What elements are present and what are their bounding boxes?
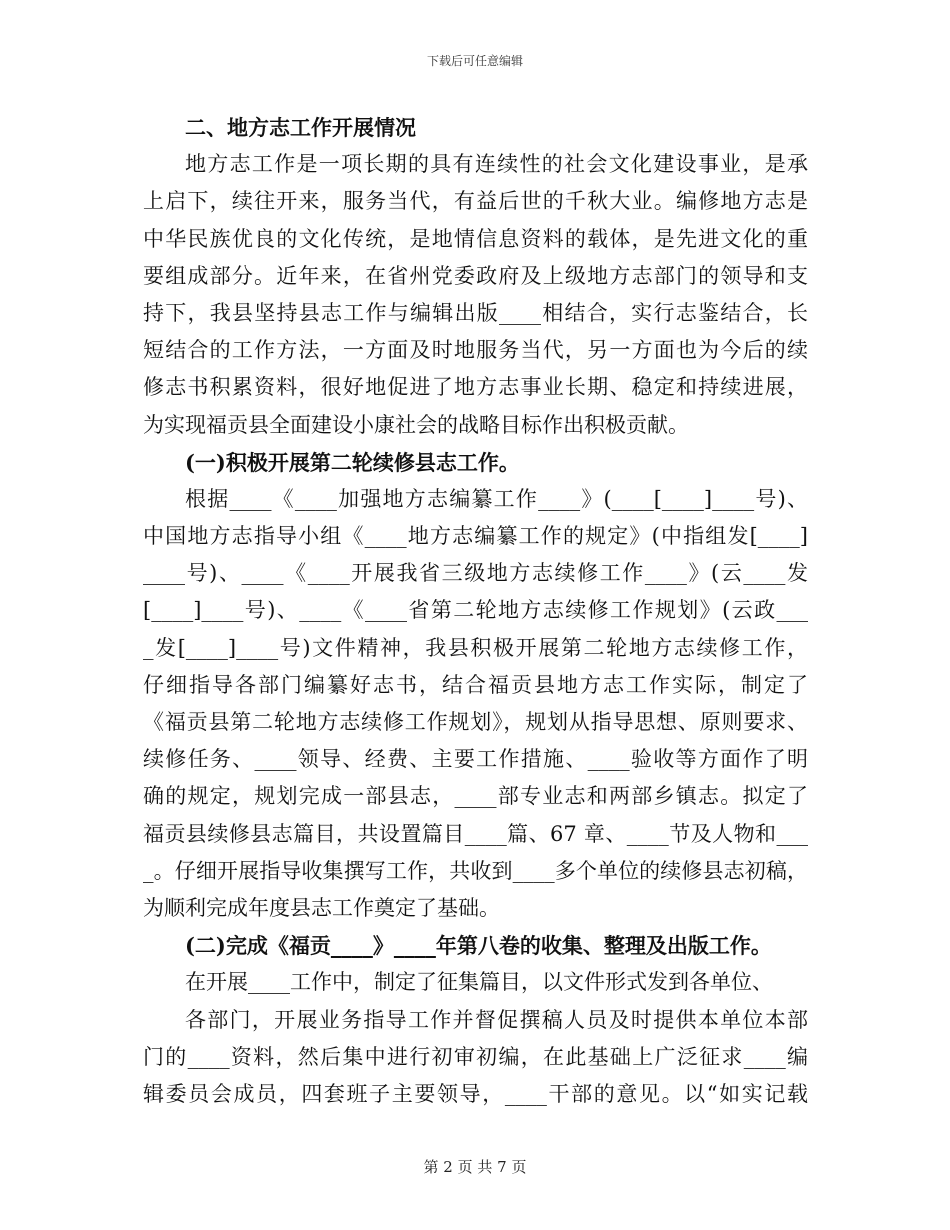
- paragraph-line: 中华民族优良的文化传统，是地情信息资料的载体，是先进文化的重: [143, 226, 808, 251]
- section-heading: (一)积极开展第二轮续修县志工作。: [185, 449, 520, 475]
- paragraph-line: 在开展____工作中，制定了征集篇目，以文件形式发到各单位、: [185, 970, 773, 995]
- paragraph-line: 《福贡县第二轮地方志续修工作规划》，规划从指导思想、原则要求、: [143, 710, 808, 734]
- paragraph-line: 各部门，开展业务指导工作并督促撰稿人员及时提供本单位本部: [185, 1007, 808, 1032]
- paragraph-line: _发[____]____号)文件精神，我县积极开展第二轮地方志续修工作，: [143, 635, 808, 660]
- paragraph-line: 地方志工作是一项长期的具有连续性的社会文化建设事业，是承: [185, 152, 808, 177]
- paragraph-line: ____号)、____《____开展我省三级地方志续修工作____》(云____发: [143, 561, 808, 586]
- paragraph-line: 中国地方志指导小组《____地方志编纂工作的规定》(中指组发[____]: [143, 524, 808, 549]
- paragraph-line: 确的规定，规划完成一部县志，____部专业志和两部乡镇志。拟定了: [143, 784, 808, 809]
- paragraph-line: 修志书积累资料，很好地促进了地方志事业长期、稳定和持续进展，: [143, 375, 808, 400]
- paragraph-line: 为顺利完成年度县志工作奠定了基础。: [143, 895, 500, 920]
- paragraph-line: 辑委员会成员，四套班子主要领导，____干部的意见。以“如实记载: [143, 1081, 808, 1106]
- section-heading: 二、地方志工作开展情况: [185, 115, 416, 140]
- paragraph-line: 根据____《____加强地方志编纂工作____》(____[____]____号)、: [185, 486, 808, 511]
- paragraph-line: 要组成部分。近年来，在省州党委政府及上级地方志部门的领导和支: [143, 263, 808, 288]
- section-heading: (二)完成《福贡____》____年第八卷的收集、整理及出版工作。: [185, 933, 772, 959]
- page-footer-number: 第 2 页 共 7 页: [423, 1158, 527, 1176]
- paragraph-line: [____]____号)、____《____省第二轮地方志续修工作规划》(云政___: [143, 598, 808, 623]
- document-body: [143, 109, 808, 1113]
- paragraph-line: 上启下，续往开来，服务当代，有益后世的千秋大业。编修地方志是: [143, 189, 808, 214]
- paragraph-line: 持下，我县坚持县志工作与编辑出版____相结合，实行志鉴结合，长: [143, 300, 808, 325]
- paragraph-line: 福贡县续修县志篇目，共设置篇目____篇、67 章、____节及人物和___: [143, 821, 808, 846]
- page-header-note: 下载后可任意编辑: [426, 54, 523, 68]
- paragraph-line: _。仔细开展指导收集撰写工作，共收到____多个单位的续修县志初稿，: [143, 858, 808, 883]
- paragraph-line: 续修任务、____领导、经费、主要工作措施、____验收等方面作了明: [143, 747, 808, 772]
- paragraph-line: 短结合的工作方法，一方面及时地服务当代，另一方面也为今后的续: [143, 338, 808, 363]
- paragraph-line: 门的____资料，然后集中进行初审初编，在此基础上广泛征求____编: [143, 1044, 808, 1069]
- paragraph-line: 为实现福贡县全面建设小康社会的战略目标作出积极贡献。: [143, 412, 689, 437]
- paragraph-line: 仔细指导各部门编纂好志书，结合福贡县地方志工作实际，制定了: [143, 672, 808, 697]
